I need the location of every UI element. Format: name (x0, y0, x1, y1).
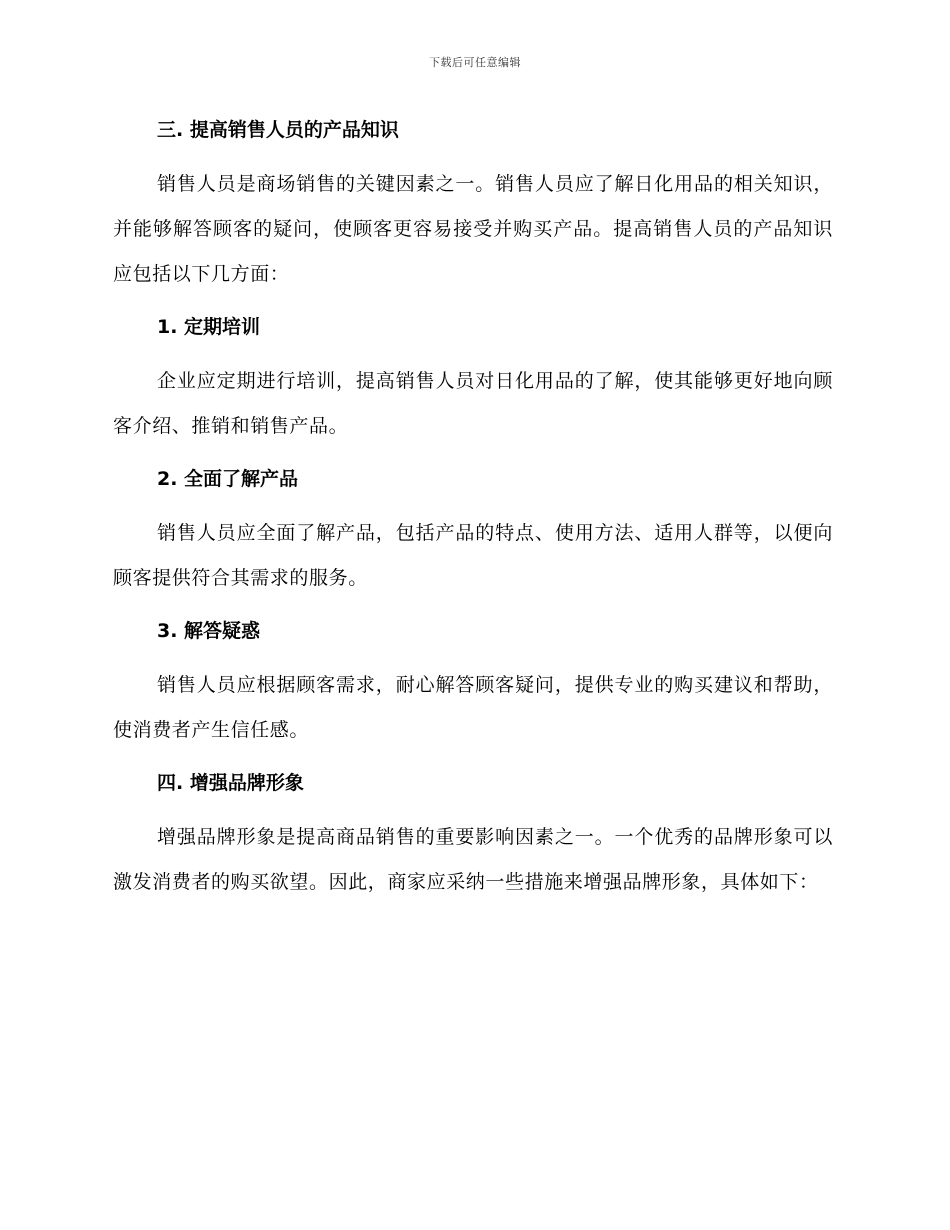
section-paragraph-answer-questions: 销售人员应根据顾客需求，耐心解答顾客疑问，提供专业的购买建议和帮助，使消费者产生信任感。 (113, 674, 833, 741)
section-heading-regular-training: 1. 定期培训 (157, 316, 261, 338)
document-body (113, 112, 833, 905)
section-paragraph-know-product: 销售人员应全面了解产品，包括产品的特点、使用方法、适用人群等，以便向顾客提供符合其需求的服务。 (113, 522, 833, 589)
section-paragraph-regular-training: 企业应定期进行培训，提高销售人员对日化用品的了解，使其能够更好地向顾客介绍、推销和销售产品。 (113, 370, 833, 437)
section-paragraph-brand-image: 增强品牌形象是提高商品销售的重要影响因素之一。一个优秀的品牌形象可以激发消费者的购买欲望。因此，商家应采纳一些措施来增强品牌形象，具体如下： (113, 826, 833, 893)
section-paragraph-sales-knowledge: 销售人员是商场销售的关键因素之一。销售人员应了解日化用品的相关知识，并能够解答顾客的疑问，使顾客更容易接受并购买产品。提高销售人员的产品知识应包括以下几方面： (113, 173, 833, 285)
page-header-note: 下载后可任意编辑 (429, 56, 521, 69)
section-heading-brand-image: 四. 增强品牌形象 (157, 772, 304, 794)
section-heading-know-product: 2. 全面了解产品 (157, 468, 299, 490)
section-heading-sales-knowledge: 三. 提高销售人员的产品知识 (157, 119, 399, 141)
section-heading-answer-questions: 3. 解答疑惑 (157, 620, 261, 642)
